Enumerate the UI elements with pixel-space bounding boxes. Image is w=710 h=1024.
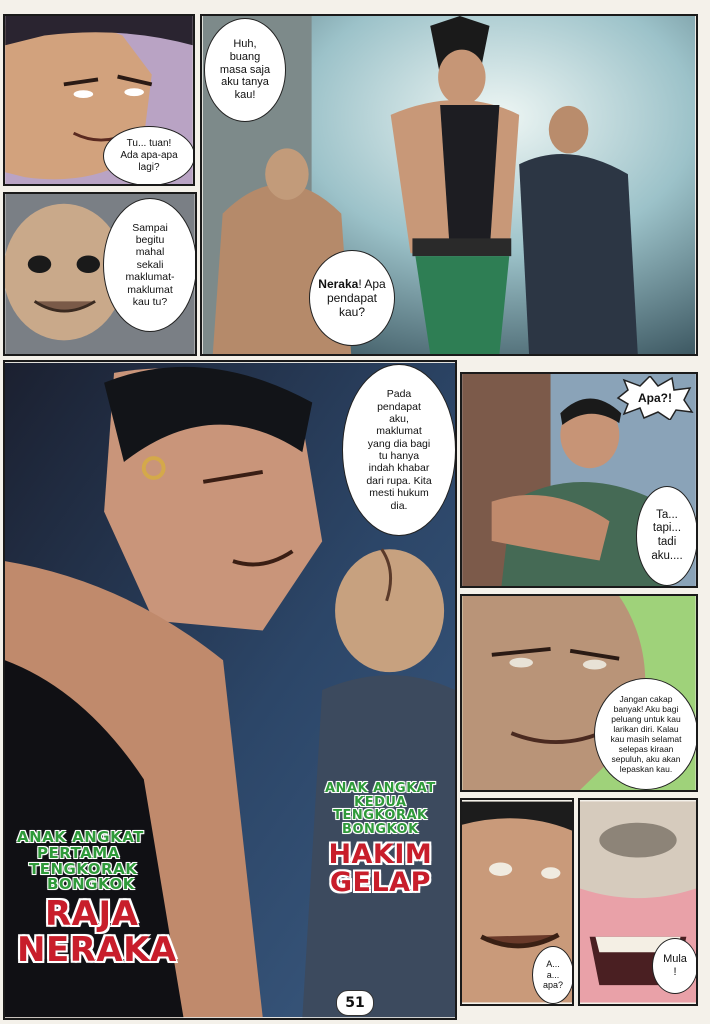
caption-name: RAJA xyxy=(45,894,139,934)
shout-text: Apa?! xyxy=(638,391,672,405)
speech-bubble: A... a... apa? xyxy=(532,946,574,1004)
speech-bubble: Tu... tuan! Ada apa-apa lagi? xyxy=(103,126,195,186)
caption-line: TENGKORAK xyxy=(333,808,428,824)
panel-3 xyxy=(3,192,197,356)
panel-5 xyxy=(460,372,698,588)
caption-second-adopted-son xyxy=(325,782,436,897)
panel-8 xyxy=(578,798,698,1006)
caption-line: BONGKOK xyxy=(342,821,419,837)
speech-bubble: Pada pendapat aku, maklumat yang dia bagi tu hanya indah khabar dari rupa. Kita mesti hukum dia. xyxy=(342,364,456,536)
bubble-rest-text: ! Apa pendapat kau? xyxy=(326,276,386,320)
speech-bubble-top: Huh, buang masa saja aku tanya kau! xyxy=(204,18,286,122)
panel-7 xyxy=(460,798,574,1006)
caption-name: HAKIM xyxy=(328,838,433,870)
speech-bubble-neraka xyxy=(309,250,395,346)
caption-first-adopted-son xyxy=(17,830,177,968)
caption-line: ANAK ANGKAT xyxy=(325,781,436,796)
speech-bubble: Sampai begitu mahal sekali maklumat- maklumat kau tu? xyxy=(103,198,197,332)
panel-4 xyxy=(3,360,457,1020)
page-number: 51 xyxy=(336,990,374,1016)
panel-2 xyxy=(200,14,698,356)
caption-line: KEDUA xyxy=(354,794,407,810)
caption-line: ANAK ANGKAT xyxy=(17,828,144,846)
speech-bubble: Jangan cakap banyak! Aku bagi peluang untuk kau larikan diri. Kalau kau masih selamat selepas kiraan sepuluh, aku akan lepaskan kau. xyxy=(594,678,698,790)
bubble-bold-word: Neraka xyxy=(318,276,359,291)
caption-line: PERTAMA xyxy=(37,843,120,862)
caption-name: NERAKA xyxy=(17,929,177,970)
panel-1 xyxy=(3,14,195,186)
panel-6 xyxy=(460,594,698,792)
speech-bubble: Mula ! xyxy=(652,938,698,994)
speech-bubble: Ta... tapi... tadi aku.... xyxy=(636,486,698,586)
caption-line: BONGKOK xyxy=(47,875,135,894)
caption-line: TENGKORAK xyxy=(29,859,138,878)
caption-name: GELAP xyxy=(329,866,431,898)
